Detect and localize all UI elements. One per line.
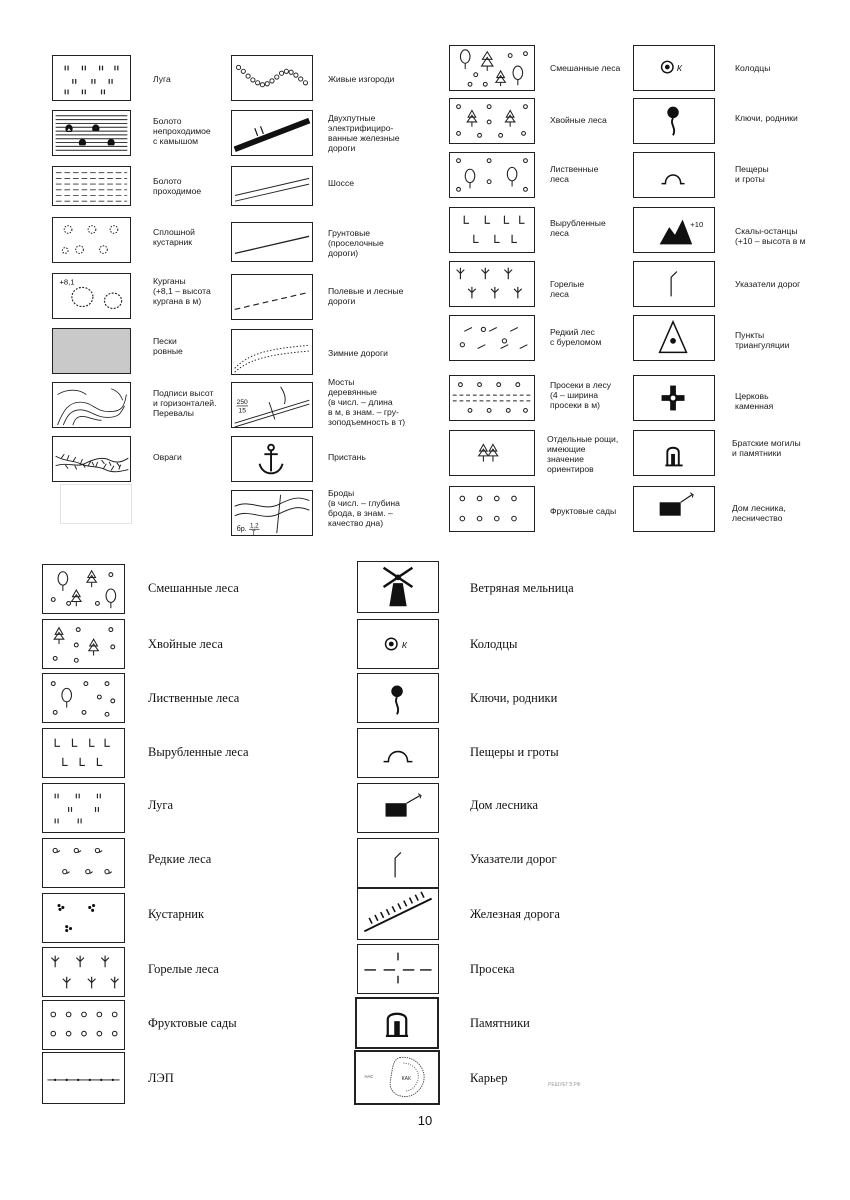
symbol-springs bbox=[633, 98, 715, 144]
symbol-highway bbox=[231, 166, 313, 206]
legend-label: ЛЭП bbox=[148, 1071, 174, 1085]
bridge-capacity-text: 15 bbox=[238, 407, 246, 415]
legend-label: Пристань bbox=[328, 452, 366, 462]
symbol-caves-2 bbox=[357, 728, 439, 778]
symbol-meadow bbox=[52, 55, 131, 101]
well-letter-text: К bbox=[401, 639, 407, 650]
legend-label: Ветряная мельница bbox=[470, 581, 574, 595]
symbol-power-line bbox=[42, 1052, 125, 1104]
legend-label: Сплошной кустарник bbox=[153, 227, 195, 247]
symbol-wooden-bridge bbox=[231, 382, 313, 428]
legend-label: Пещеры и гроты bbox=[735, 164, 769, 184]
legend-label: Братские могилы и памятники bbox=[732, 438, 801, 458]
legend-label: Зимние дороги bbox=[328, 348, 388, 358]
legend-label: Болото непроходимое с камышом bbox=[153, 116, 211, 146]
symbol-continuous-shrub bbox=[52, 217, 131, 263]
quarry-small-text: НАС bbox=[364, 1073, 374, 1079]
legend-label: Дом лесника bbox=[470, 798, 539, 812]
symbol-ravines bbox=[52, 436, 131, 482]
watermark: РЕШУЕГЭ.РФ bbox=[548, 1082, 581, 1088]
symbol-forester-house-2 bbox=[357, 783, 439, 833]
symbol-ford bbox=[231, 490, 313, 536]
symbol-rock-outliers bbox=[633, 207, 715, 253]
symbol-mixed-forest-2 bbox=[42, 564, 125, 614]
legend-label: Просека bbox=[470, 962, 515, 976]
legend-label: Отдельные рощи, имеющие значение ориентиров bbox=[547, 434, 619, 474]
symbol-monuments bbox=[355, 997, 439, 1049]
quarry-text: КАК bbox=[401, 1075, 411, 1082]
symbol-field-forest-road bbox=[231, 274, 313, 320]
legend-label: Грунтовые (проселочные дороги) bbox=[328, 228, 384, 258]
legend-label: Фруктовые сады bbox=[148, 1016, 237, 1030]
symbol-electric-railway bbox=[231, 110, 313, 156]
legend-label: Пещеры и гроты bbox=[470, 745, 559, 759]
symbol-dirt-road bbox=[231, 222, 313, 262]
legend-label: Скалы-останцы (+10 – высота в м bbox=[735, 226, 806, 246]
legend-label: Ключи, родники bbox=[470, 691, 558, 705]
symbol-cut-forest bbox=[449, 207, 535, 253]
symbol-wells bbox=[633, 45, 715, 91]
symbol-coniferous-forest-2 bbox=[42, 619, 125, 669]
legend-label: Церковь каменная bbox=[735, 391, 774, 411]
symbol-coniferous-forest bbox=[449, 98, 535, 144]
symbol-springs-2 bbox=[357, 673, 439, 723]
legend-label: Железная дорога bbox=[470, 907, 560, 921]
symbol-burnt-forest-2 bbox=[42, 947, 125, 997]
bridge-length-text: 250 bbox=[236, 399, 248, 407]
legend-label: Пункты триангуляции bbox=[735, 330, 790, 350]
kurgan-height-text: +8,1 bbox=[59, 277, 75, 287]
legend-label: Колодцы bbox=[470, 637, 518, 651]
symbol-railway bbox=[357, 888, 439, 940]
legend-label: Двухпутные электрифициро- ванные железные дороги bbox=[328, 113, 400, 153]
symbol-cut-forest-2 bbox=[42, 728, 125, 778]
symbol-shrub bbox=[42, 893, 125, 943]
legend-label: Лиственные леса bbox=[550, 164, 599, 184]
symbol-sparse-forest-2 bbox=[42, 838, 125, 888]
legend-label: Редкий лес с буреломом bbox=[550, 327, 602, 347]
symbol-orchards-2 bbox=[42, 1000, 125, 1050]
legend-label: Фруктовые сады bbox=[550, 506, 617, 516]
legend-label: Горелые леса bbox=[550, 279, 585, 299]
legend-label: Ключи, родники bbox=[735, 113, 798, 123]
symbol-windmill bbox=[357, 561, 439, 613]
legend-label: Указатели дорог bbox=[470, 852, 557, 866]
legend-label: Редкие леса bbox=[148, 852, 212, 866]
legend-label: Мосты деревянные (в числ. – длина в м, в знам. – гру- зоподъемность в т) bbox=[328, 377, 406, 427]
ford-prefix-text: бр. bbox=[236, 525, 247, 534]
legend-label: Смешанные леса bbox=[550, 63, 621, 73]
symbol-orchards bbox=[449, 486, 535, 532]
legend-label: Болото проходимое bbox=[153, 176, 202, 196]
symbol-passable-swamp bbox=[52, 166, 131, 206]
symbol-kurgans bbox=[52, 273, 131, 319]
legend-label: Полевые и лесные дороги bbox=[328, 286, 404, 306]
symbol-deciduous-forest bbox=[449, 152, 535, 198]
symbol-forester-house bbox=[633, 486, 715, 532]
symbol-winter-road bbox=[231, 329, 313, 375]
legend-label: Вырубленные леса bbox=[148, 745, 249, 759]
ford-bottom-text: Т bbox=[251, 530, 256, 535]
bleed-through-mark bbox=[60, 484, 132, 524]
legend-label: Просеки в лесу (4 – ширина просеки в м) bbox=[550, 380, 612, 410]
legend-label: Лиственные леса bbox=[148, 691, 240, 705]
legend-label: Хвойные леса bbox=[148, 637, 223, 651]
legend-label: Вырубленные леса bbox=[550, 218, 606, 238]
legend-label: Памятники bbox=[470, 1016, 530, 1030]
symbol-wells-2 bbox=[357, 619, 439, 669]
legend-label: Кустарник bbox=[148, 907, 205, 921]
symbol-road-signs-2 bbox=[357, 838, 439, 888]
page-number: 10 bbox=[417, 1113, 433, 1128]
symbol-mixed-forest bbox=[449, 45, 535, 91]
symbol-flat-sands bbox=[52, 328, 131, 374]
legend-label: Дом лесника, лесничество bbox=[732, 503, 786, 523]
legend-label: Луга bbox=[153, 74, 171, 84]
legend-label: Живые изгороди bbox=[328, 74, 395, 84]
symbol-deciduous-forest-2 bbox=[42, 673, 125, 723]
legend-label: Горелые леса bbox=[148, 962, 219, 976]
symbol-clearing bbox=[357, 944, 439, 994]
symbol-contour-lines bbox=[52, 382, 131, 428]
ford-depth-text: 1,2 bbox=[250, 522, 259, 530]
symbol-mass-graves-monuments bbox=[633, 430, 715, 476]
symbol-pier bbox=[231, 436, 313, 482]
legend-label: Хвойные леса bbox=[550, 115, 607, 125]
symbol-landmark-groves bbox=[449, 430, 535, 476]
symbol-road-signs bbox=[633, 261, 715, 307]
symbol-hedges bbox=[231, 55, 313, 101]
well-letter-text: К bbox=[676, 62, 682, 73]
symbol-impassable-swamp bbox=[52, 110, 131, 156]
legend-label: Овраги bbox=[153, 452, 182, 462]
legend-label: Подписи высот и горизонталей. Перевалы bbox=[153, 388, 217, 418]
rock-height-text: +10 bbox=[690, 220, 704, 230]
symbol-stone-church bbox=[633, 375, 715, 421]
legend-label: Луга bbox=[148, 798, 174, 812]
legend-label: Броды (в числ. – глубина брода, в знам. – качество дна) bbox=[328, 488, 400, 528]
symbol-sparse-forest-windfall bbox=[449, 315, 535, 361]
symbol-caves bbox=[633, 152, 715, 198]
symbol-triangulation-points bbox=[633, 315, 715, 361]
symbol-meadow-2 bbox=[42, 783, 125, 833]
legend-label: Шоссе bbox=[328, 178, 355, 188]
legend-label: Указатели дорог bbox=[735, 279, 801, 289]
legend-label: Пески ровные bbox=[153, 336, 183, 356]
symbol-burnt-forest bbox=[449, 261, 535, 307]
legend-label: Курганы (+8,1 – высота кургана в м) bbox=[153, 276, 211, 306]
symbol-forest-clearing bbox=[449, 375, 535, 421]
legend-label: Смешанные леса bbox=[148, 581, 239, 595]
legend-label: Карьер bbox=[470, 1071, 508, 1085]
symbol-quarry bbox=[354, 1050, 440, 1105]
legend-label: Колодцы bbox=[735, 63, 771, 73]
